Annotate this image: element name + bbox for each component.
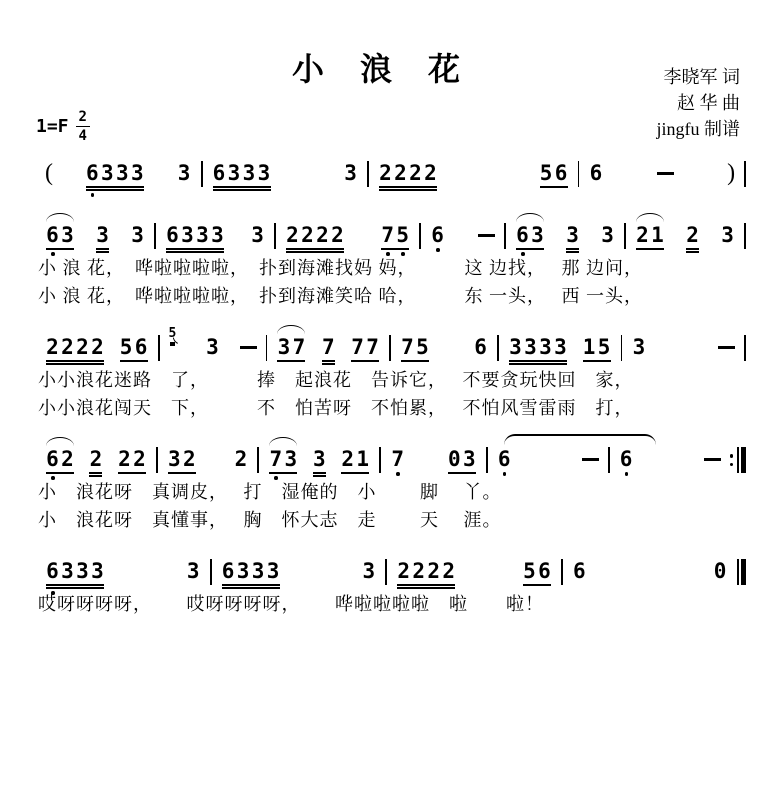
note-digit: 0 <box>713 559 727 583</box>
note-group <box>572 560 587 582</box>
engraver-credit: jingfu 制谱 <box>656 119 740 139</box>
beam-line <box>509 360 567 362</box>
dash-note <box>657 172 674 175</box>
lyric-line: 小小浪花闯天 下， 不 怕苦呀 不怕累， 不怕风雪雷雨 打， <box>38 398 634 418</box>
note-digit: 7 <box>321 335 335 359</box>
measure <box>387 560 561 582</box>
beam-line <box>86 189 144 191</box>
time-denominator: 4 <box>78 128 87 144</box>
beam-line <box>46 587 104 589</box>
note-group <box>212 162 272 184</box>
note-digit: 3 <box>130 161 144 185</box>
note-digit: 2 <box>91 335 104 359</box>
note-group <box>45 224 75 246</box>
note-digit: 2 <box>442 559 456 583</box>
note-group <box>268 448 298 470</box>
key-label: 1=F <box>36 116 69 137</box>
note-digit: 2 <box>46 335 59 359</box>
note-group <box>685 224 700 246</box>
note-group <box>340 448 370 470</box>
note-digit: 2 <box>397 559 411 583</box>
note-group <box>95 224 110 246</box>
thin-barline <box>737 559 739 585</box>
note-digit: 2 <box>118 447 131 471</box>
note-group <box>205 336 220 358</box>
note-digit: 3 <box>96 223 109 247</box>
lyric-line: 小 浪 花， 哗啦啦啦啦， 扑到海滩笑哈 哈， 东 一头， 西 一头， <box>38 286 643 306</box>
measure <box>488 448 608 470</box>
note-digit: 3 <box>312 447 326 471</box>
note-digit: 2 <box>76 335 89 359</box>
beam-line <box>213 189 271 191</box>
beam-line <box>313 475 326 477</box>
note-group <box>720 224 735 246</box>
measure <box>622 336 744 358</box>
note-digit: 2 <box>636 223 649 247</box>
note-digit: 6 <box>46 223 59 247</box>
note-group <box>522 560 552 582</box>
repeat-dot <box>730 454 734 458</box>
note-digit: 7 <box>381 223 394 247</box>
music-system-intro <box>36 148 746 204</box>
note-digit: 2 <box>301 223 314 247</box>
beam-line <box>381 248 409 250</box>
composer-credit: 赵 华 曲 <box>677 93 740 113</box>
beam-line <box>89 475 102 477</box>
note-digit: 3 <box>251 223 264 247</box>
note-group <box>473 336 488 358</box>
beam-line <box>118 472 146 474</box>
low-octave-dot <box>503 472 507 476</box>
note-group <box>631 336 646 358</box>
beam-line <box>341 472 369 474</box>
note-digit: 3 <box>632 335 646 359</box>
note-digit: 3 <box>524 335 537 359</box>
note-digit: 3 <box>168 447 181 471</box>
note-group <box>186 560 201 582</box>
beam-line <box>46 363 104 365</box>
note-digit: 6 <box>46 447 59 471</box>
low-octave-dot <box>625 472 629 476</box>
dash-note <box>240 346 257 349</box>
beam-line <box>351 360 379 362</box>
note-digit: 1 <box>651 223 664 247</box>
note-digit: 6 <box>46 559 59 583</box>
time-signature <box>76 110 90 143</box>
note-group <box>177 162 192 184</box>
beam-line <box>46 584 104 586</box>
end-barline <box>744 223 746 249</box>
low-octave-dot <box>436 248 440 252</box>
note-digit: 5 <box>119 335 133 359</box>
note-group <box>250 224 265 246</box>
note-group <box>350 336 380 358</box>
measure <box>579 162 744 184</box>
close-parenthesis: ) <box>727 160 736 186</box>
note-digit: 2 <box>286 223 299 247</box>
note-digit: 1 <box>582 335 596 359</box>
note-group <box>117 448 147 470</box>
measure <box>276 224 419 246</box>
note-digit: 5 <box>416 335 429 359</box>
beam-line <box>166 248 224 250</box>
measure <box>160 326 266 359</box>
note-digit: 7 <box>401 335 414 359</box>
note-group <box>343 162 358 184</box>
note-group <box>312 448 327 470</box>
measure <box>267 336 389 358</box>
note-digit: 6 <box>589 161 603 185</box>
measure <box>563 560 737 582</box>
note-group <box>600 224 615 246</box>
beam-line <box>313 472 326 474</box>
lyric-line: 小 浪 花， 哗啦啦啦啦， 扑到海滩找妈 妈， 这 边找， 那 边问， <box>38 258 643 278</box>
measure <box>203 162 368 184</box>
beam-line <box>566 251 579 253</box>
beam-line <box>448 472 476 474</box>
note-digit: 5 <box>539 161 553 185</box>
note-digit: 0 <box>447 447 461 471</box>
note-digit: 3 <box>284 447 298 471</box>
note-group <box>361 560 376 582</box>
beam-line <box>96 248 109 250</box>
note-digit: 2 <box>61 447 74 471</box>
beam-line <box>46 360 104 362</box>
note-group <box>515 224 545 246</box>
note-digit: 3 <box>177 161 191 185</box>
note-digit: 7 <box>292 335 306 359</box>
note-digit: 2 <box>409 161 422 185</box>
note-digit: 7 <box>351 335 364 359</box>
repeat-dot <box>730 463 734 467</box>
measure <box>36 448 156 470</box>
note-digit: 2 <box>424 161 437 185</box>
note-digit: 3 <box>206 335 219 359</box>
beam-line <box>379 186 437 188</box>
note-group <box>321 336 336 358</box>
final-barline <box>737 559 746 585</box>
measure <box>369 162 578 184</box>
key-signature <box>36 110 90 143</box>
beam-line <box>96 251 109 253</box>
note-digit: 3 <box>344 161 357 185</box>
note-digit: 3 <box>61 559 74 583</box>
repeat-barline <box>730 447 746 473</box>
note-digit: 3 <box>227 161 241 185</box>
note-digit: 3 <box>186 559 200 583</box>
measure <box>626 224 744 246</box>
note-digit: 2 <box>394 161 407 185</box>
beam-line <box>540 186 568 188</box>
note-digit: 3 <box>362 559 376 583</box>
measure <box>499 336 621 358</box>
beam-line <box>686 251 699 253</box>
measure <box>36 336 158 358</box>
measure <box>610 448 730 470</box>
beam-line <box>120 360 148 362</box>
beam-line <box>636 248 664 250</box>
note-group <box>380 224 410 246</box>
note-digit: 6 <box>474 335 487 359</box>
measure <box>36 162 201 184</box>
page-title: 小 浪 花 <box>291 51 474 87</box>
note-group <box>130 224 145 246</box>
note-group <box>565 224 580 246</box>
note-digit: 3 <box>196 223 209 247</box>
note-digit: 3 <box>61 223 74 247</box>
end-barline <box>744 335 746 361</box>
beam-line <box>168 472 196 474</box>
note-digit: 7 <box>366 335 379 359</box>
note-group <box>165 224 225 246</box>
note-digit: 3 <box>91 559 104 583</box>
note-digit: 3 <box>266 559 280 583</box>
note-group <box>582 336 612 358</box>
thick-barline <box>741 559 746 585</box>
note-digit: 2 <box>61 335 74 359</box>
note-group <box>390 448 405 470</box>
note-digit: 3 <box>601 223 614 247</box>
note-digit: 3 <box>539 335 552 359</box>
note-digit: 6 <box>431 223 444 247</box>
measure <box>36 560 210 582</box>
note-digit: 3 <box>211 223 224 247</box>
beam-line <box>509 363 567 365</box>
repeat-dots <box>730 454 734 466</box>
note-digit: 3 <box>100 161 114 185</box>
note-group <box>508 336 568 358</box>
note-digit: 3 <box>181 223 194 247</box>
note-group <box>635 224 665 246</box>
note-digit: 6 <box>166 223 179 247</box>
note-group <box>85 162 145 184</box>
note-group <box>588 162 603 184</box>
slur-arc <box>636 213 664 222</box>
lyric-line: 小 浪花呀 真调皮， 打 湿俺的 小 脚 丫。 <box>38 482 502 502</box>
beam-line <box>583 360 611 362</box>
open-parenthesis: ( <box>45 160 53 186</box>
note-digit: 3 <box>76 559 89 583</box>
note-digit: 3 <box>566 223 579 247</box>
slur-arc <box>46 213 74 222</box>
end-barline <box>744 161 746 187</box>
note-digit: 3 <box>531 223 544 247</box>
measure <box>156 224 274 246</box>
beam-line <box>46 472 74 474</box>
time-numerator: 2 <box>76 110 90 127</box>
note-digit: 5 <box>597 335 611 359</box>
beam-line <box>397 587 455 589</box>
beam-line <box>286 251 344 253</box>
dash-note <box>704 458 721 461</box>
note-digit: 2 <box>686 223 699 247</box>
beam-line <box>46 248 74 250</box>
note-digit: 6 <box>573 559 586 583</box>
beam-line <box>286 248 344 250</box>
beam-line <box>686 248 699 250</box>
note-digit: 2 <box>133 447 146 471</box>
note-digit: 2 <box>331 223 344 247</box>
note-digit: 2 <box>234 447 248 471</box>
note-group <box>45 448 75 470</box>
note-digit: 2 <box>427 559 441 583</box>
note-digit: 3 <box>509 335 522 359</box>
note-digit: 3 <box>115 161 129 185</box>
note-digit: 2 <box>379 161 392 185</box>
dash-note <box>478 234 495 237</box>
credits-block <box>657 64 741 142</box>
note-group <box>396 560 456 582</box>
note-digit: 3 <box>236 559 250 583</box>
note-digit: 2 <box>316 223 329 247</box>
note-group <box>430 224 445 246</box>
note-digit: 7 <box>269 447 283 471</box>
note-digit: 6 <box>619 447 633 471</box>
note-group <box>539 162 569 184</box>
thin-barline <box>737 447 739 473</box>
lyric-line: 小 浪花呀 真懂事， 胸 怀大志 走 天 涯。 <box>38 510 502 530</box>
note-digit: 3 <box>242 161 256 185</box>
beam-line <box>213 186 271 188</box>
note-digit: 2 <box>183 447 196 471</box>
measure <box>391 336 497 358</box>
note-group <box>45 560 105 582</box>
tie-arc <box>504 434 656 447</box>
beam-line <box>516 248 544 250</box>
measure <box>421 224 504 246</box>
dash-note <box>582 458 599 461</box>
note-group <box>167 448 197 470</box>
note-group <box>447 448 477 470</box>
beam-line <box>566 248 579 250</box>
slur-arc <box>269 437 297 446</box>
low-octave-dot <box>396 472 400 476</box>
measure <box>506 224 624 246</box>
note-group <box>713 560 728 582</box>
note-group <box>378 162 438 184</box>
beam-line <box>269 472 297 474</box>
beam-line <box>86 186 144 188</box>
note-digit: 2 <box>89 447 103 471</box>
beam-line <box>89 472 102 474</box>
beam-line <box>397 584 455 586</box>
slur-arc <box>277 325 305 334</box>
beam-line <box>166 251 224 253</box>
note-digit: 2 <box>412 559 426 583</box>
note-digit: 3 <box>721 223 734 247</box>
note-group <box>276 336 306 358</box>
beam-line <box>222 587 280 589</box>
lyric-line: 小小浪花迷路 了， 捧 起浪花 告诉它， 不要贪玩快回 家， <box>38 370 634 390</box>
thick-barline <box>741 447 746 473</box>
grace-digit: 5 <box>168 326 177 341</box>
note-group <box>285 224 345 246</box>
note-digit: 3 <box>251 559 265 583</box>
note-digit: 6 <box>212 161 226 185</box>
note-digit: 6 <box>221 559 235 583</box>
slur-arc <box>516 213 544 222</box>
note-digit: 3 <box>462 447 476 471</box>
grace-note <box>169 327 177 341</box>
note-group <box>88 448 103 470</box>
note-digit: 2 <box>341 447 355 471</box>
note-digit: 5 <box>523 559 536 583</box>
beam-line <box>170 344 176 346</box>
note-digit: 6 <box>538 559 551 583</box>
note-group <box>221 560 281 582</box>
slur-arc <box>46 437 74 446</box>
beam-line <box>379 189 437 191</box>
measure <box>212 560 386 582</box>
beam-line <box>222 584 280 586</box>
note-digit: 3 <box>554 335 567 359</box>
note-group <box>45 336 105 358</box>
note-digit: 6 <box>497 447 511 471</box>
lyricist-credit: 李晓军 词 <box>663 67 740 87</box>
note-digit: 6 <box>134 335 148 359</box>
dash-note <box>718 346 735 349</box>
measure <box>158 448 258 470</box>
low-octave-dot <box>91 193 95 197</box>
note-group <box>119 336 149 358</box>
note-group <box>619 448 634 470</box>
lyric-line: 哎呀呀呀呀， 哎呀呀呀呀， 哗啦啦啦啦 啦 啦！ <box>38 594 544 614</box>
note-group <box>233 448 248 470</box>
note-digit: 1 <box>356 447 370 471</box>
measure <box>259 448 379 470</box>
beam-line <box>277 360 305 362</box>
beam-line <box>401 360 429 362</box>
note-digit: 7 <box>391 447 404 471</box>
beam-line <box>523 584 551 586</box>
note-digit: 3 <box>277 335 291 359</box>
measure <box>36 224 154 246</box>
note-digit: 6 <box>516 223 529 247</box>
beam-line <box>322 363 335 365</box>
note-group <box>497 448 512 470</box>
note-digit: 3 <box>131 223 144 247</box>
note-digit: 6 <box>85 161 99 185</box>
note-digit: 3 <box>257 161 271 185</box>
measure <box>381 448 486 470</box>
note-digit: 5 <box>396 223 409 247</box>
note-group <box>400 336 430 358</box>
note-digit: 6 <box>554 161 568 185</box>
beam-line <box>322 360 335 362</box>
